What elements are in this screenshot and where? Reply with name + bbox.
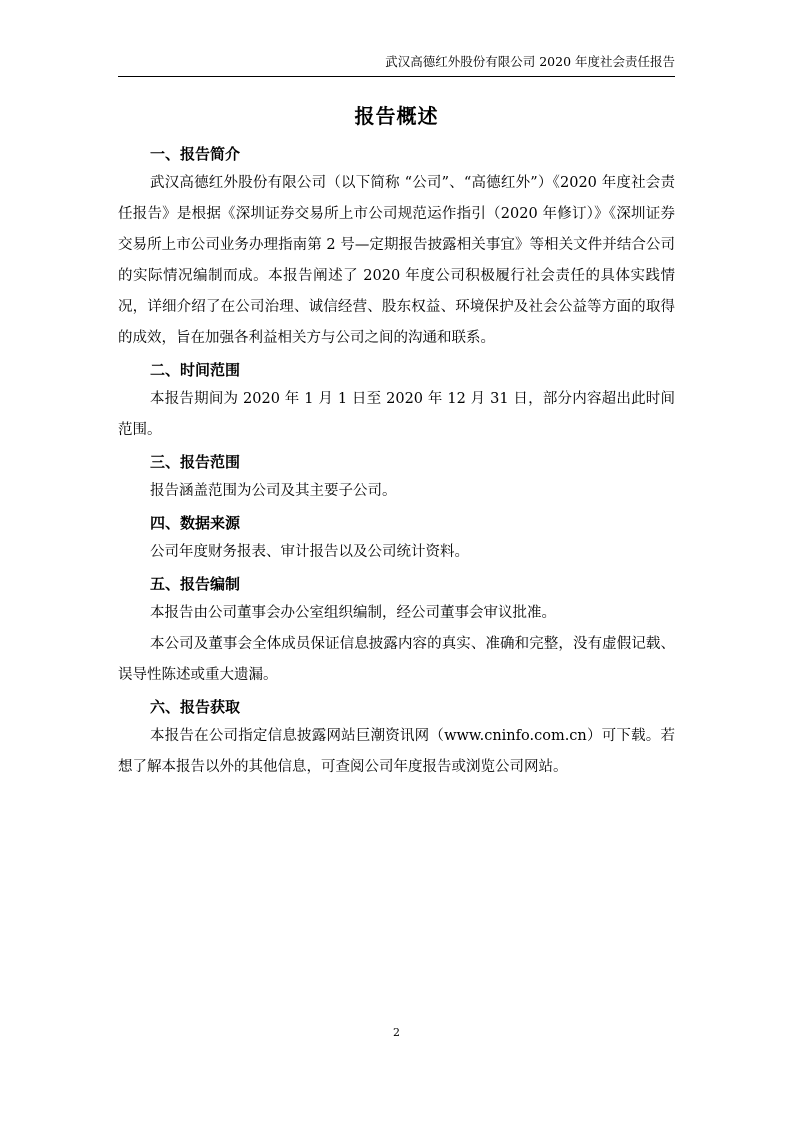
section-time-range	[118, 356, 675, 446]
section-access	[118, 693, 675, 783]
paragraph-time-range: 本报告期间为 2020 年 1 月 1 日至 2020 年 12 月 31 日，部分内容超出此时间范围。	[118, 391, 675, 438]
section-heading-data-source: 四、数据来源	[150, 514, 241, 532]
section-heading-intro: 一、报告简介	[150, 145, 241, 163]
paragraph-compilation-1: 本报告由公司董事会办公室组织编制，经公司董事会审议批准。	[150, 605, 556, 621]
paragraph-compilation-2: 本公司及董事会全体成员保证信息披露内容的真实、准确和完整，没有虚假记载、误导性陈述或重大遗漏。	[118, 636, 675, 683]
page-header	[118, 52, 675, 77]
section-compilation	[118, 570, 675, 691]
paragraph-intro: 武汉高德红外股份有限公司（以下简称 “公司”、“高德红外”）《2020 年度社会责任报告》是根据《深圳证券交易所上市公司规范运作指引（2020 年修订）》《深圳证券交易所上市公司业务办理指南第 2 号—定期报告披露相关事宜》等相关文件并结合公司的实际情况编制而成。本报告阐述了 2020 年度公司积极履行社会责任的具体实践情况，详细介绍了在公司治理、诚信经营、股东权益、环境保护及社会公益等方面的取得的成效，旨在加强各利益相关方与公司之间的沟通和联系。	[118, 175, 675, 346]
section-heading-scope: 三、报告范围	[150, 453, 241, 471]
header-text: 武汉高德红外股份有限公司 2020 年度社会责任报告	[385, 54, 675, 69]
page-number: 2	[393, 1026, 400, 1039]
paragraph-scope: 报告涵盖范围为公司及其主要子公司。	[150, 483, 397, 499]
document-body	[118, 100, 675, 783]
paragraph-access: 本报告在公司指定信息披露网站巨潮资讯网（www.cninfo.com.cn）可下载。若想了解本报告以外的其他信息，可查阅公司年度报告或浏览公司网站。	[118, 728, 675, 775]
paragraph-data-source: 公司年度财务报表、审计报告以及公司统计资料。	[150, 544, 469, 560]
section-scope	[118, 448, 675, 507]
section-heading-access: 六、报告获取	[150, 698, 241, 716]
section-intro	[118, 140, 675, 354]
section-heading-time-range: 二、时间范围	[150, 361, 241, 379]
section-data-source	[118, 509, 675, 568]
page-title: 报告概述	[354, 104, 439, 128]
section-heading-compilation: 五、报告编制	[150, 575, 241, 593]
